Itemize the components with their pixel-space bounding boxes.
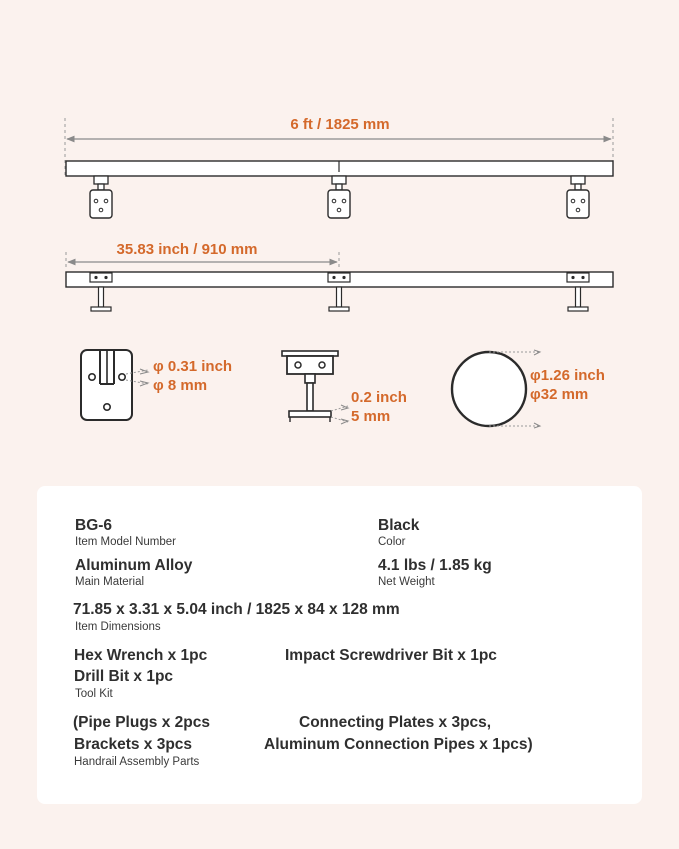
net-weight-value: 4.1 lbs / 1.85 kg [378,557,492,574]
assembly-item-connection-pipes: Aluminum Connection Pipes x 1pcs) [264,736,533,753]
pipe-cross-section-detail [452,350,540,428]
pipe-diameter-inch-label: φ1.26 inch [530,367,605,384]
plate-thickness-mm-label: 5 mm [351,408,391,425]
plate-hole-mm-label: φ 8 mm [153,377,208,394]
net-weight-label: Net Weight [378,576,435,588]
color-label: Color [378,536,406,548]
assembly-item-brackets: Brackets x 3pcs [74,736,193,753]
bracket-side-center [328,273,350,311]
mounting-plate-detail [81,350,148,420]
tool-kit-label: Tool Kit [75,688,113,700]
bracket-profile-detail [282,351,348,424]
bracket-top-right [567,176,589,218]
bracket-side-left [90,273,112,311]
tool-kit-item-drill-bit: Drill Bit x 1pc [74,668,174,685]
assembly-item-pipe-plugs: (Pipe Plugs x 2pcs [73,714,210,731]
specifications-card [37,486,642,804]
model-number-value: BG-6 [75,517,113,534]
assembly-item-connecting-plates: Connecting Plates x 3pcs, [299,714,492,731]
plate-thickness-inch-label: 0.2 inch [351,389,407,406]
assembly-parts-label: Handrail Assembly Parts [74,756,200,768]
bracket-side-right [567,273,589,311]
overall-length-label: 6 ft / 1825 mm [290,116,390,133]
bracket-top-left [90,176,112,218]
tool-kit-item-screwdriver-bit: Impact Screwdriver Bit x 1pc [285,647,497,664]
item-dimensions-value: 71.85 x 3.31 x 5.04 inch / 1825 x 84 x 128 mm [73,601,400,618]
plate-hole-inch-label: φ 0.31 inch [153,358,233,375]
pipe-diameter-mm-label: φ32 mm [530,386,589,403]
tool-kit-item-hex-wrench: Hex Wrench x 1pc [74,647,208,664]
color-value: Black [378,517,420,534]
material-value: Aluminum Alloy [75,557,193,574]
bracket-spacing-label: 35.83 inch / 910 mm [116,241,258,258]
item-dimensions-label: Item Dimensions [75,621,161,633]
material-label: Main Material [75,576,145,588]
model-number-label: Item Model Number [75,536,176,548]
